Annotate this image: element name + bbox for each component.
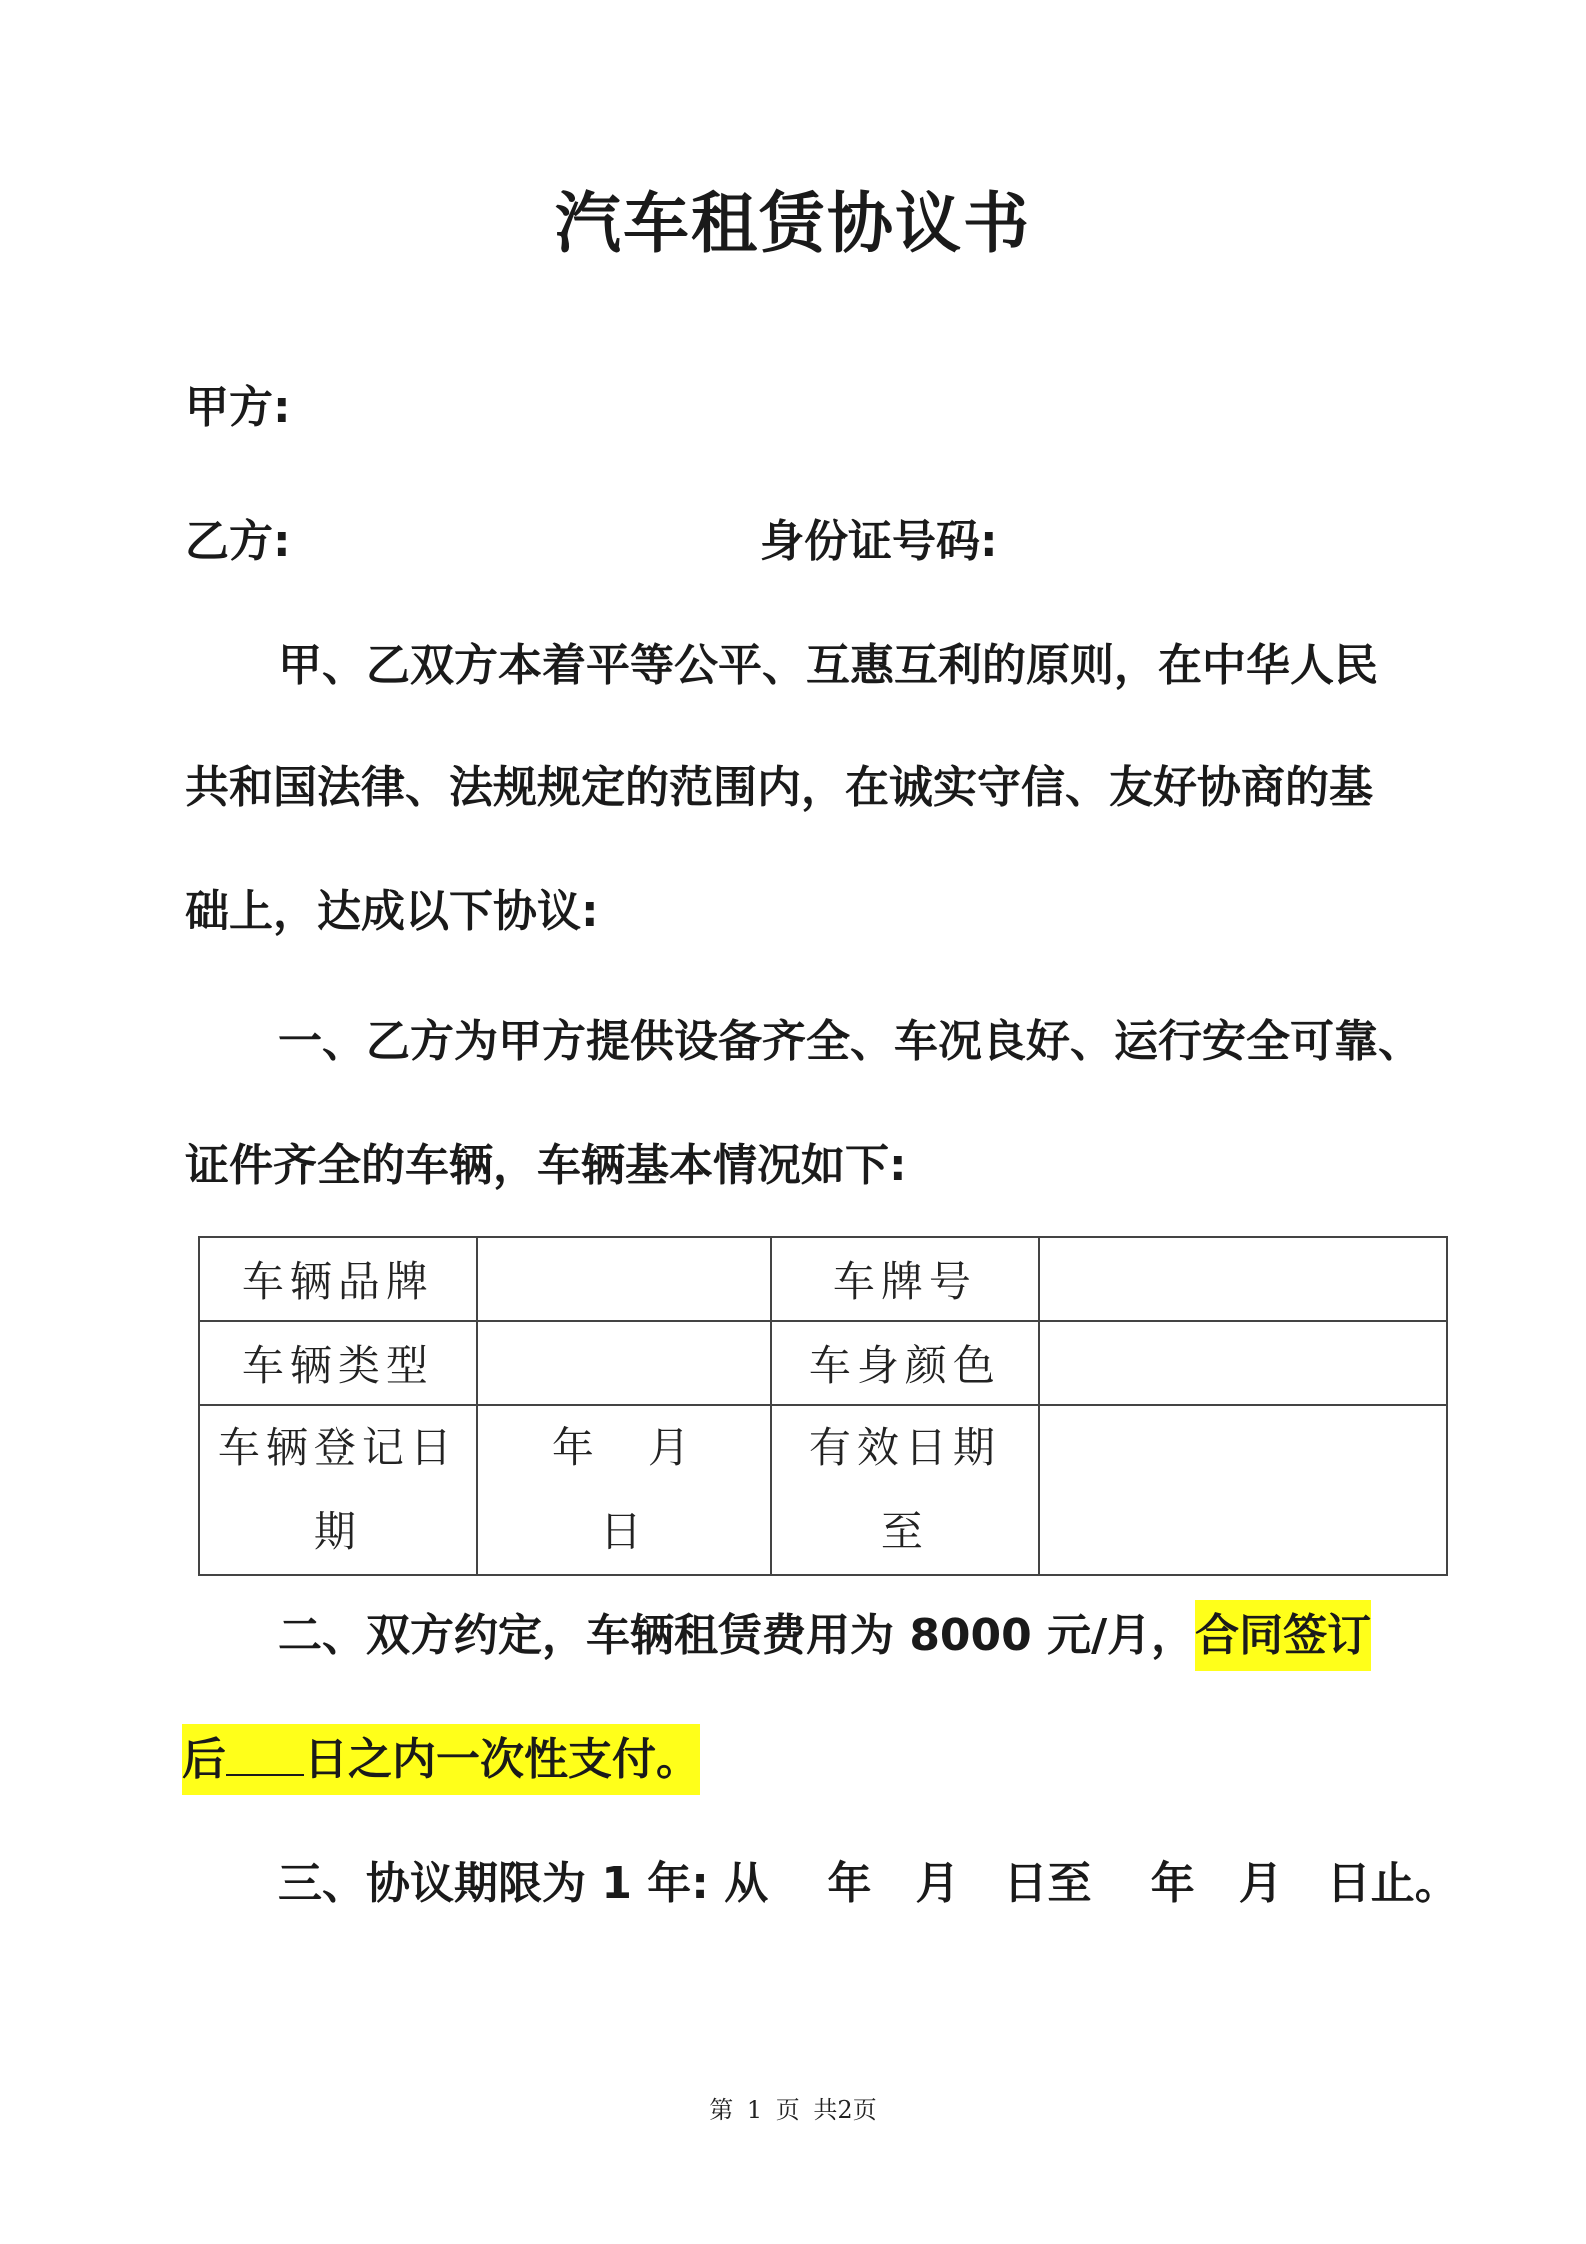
type-label: 车辆类型 [199, 1321, 477, 1405]
valid-until-value [1039, 1405, 1447, 1575]
clause-2-line-2-part-1: 后 [182, 1734, 226, 1785]
party-b-label: 乙方: [185, 516, 291, 567]
table-row [199, 1321, 1447, 1405]
valid-until-label-line-2: 至 [880, 1507, 929, 1556]
clause-2-line-2-highlight [182, 1724, 700, 1795]
clause-2-highlighted-text: 合同签订 [1195, 1600, 1371, 1671]
brand-label: 车辆品牌 [199, 1237, 477, 1321]
payment-days-blank [226, 1734, 304, 1776]
clause-1-line-2: 证件齐全的车辆，车辆基本情况如下: [185, 1140, 907, 1191]
clause-3: 三、协议期限为 1 年: 从 年 月 日至 年 月 日止。 [278, 1858, 1459, 1909]
document-title: 汽车租赁协议书 [555, 185, 1031, 262]
registration-date-value-line-2: 日 [599, 1507, 648, 1556]
intro-line-3: 础上，达成以下协议: [185, 886, 599, 937]
type-value [477, 1321, 771, 1405]
intro-line-2: 共和国法律、法规规定的范围内，在诚实守信、友好协商的基 [185, 762, 1373, 813]
intro-line-1: 甲、乙双方本着平等公平、互惠互利的原则，在中华人民 [278, 640, 1378, 691]
color-value [1039, 1321, 1447, 1405]
clause-2-line-1 [278, 1606, 1371, 1666]
registration-date-label-line-2: 期 [313, 1507, 362, 1556]
clause-1-line-1: 一、乙方为甲方提供设备齐全、车况良好、运行安全可靠、 [278, 1016, 1422, 1067]
clause-2-line-2-part-2: 日之内一次性支付。 [304, 1734, 700, 1785]
registration-date-value [477, 1405, 771, 1575]
valid-until-label [771, 1405, 1039, 1575]
page-number-footer: 第 1 页 共2页 [709, 2096, 877, 2124]
party-a-label: 甲方: [185, 382, 291, 433]
vehicle-info-table [198, 1236, 1448, 1576]
registration-date-label [199, 1405, 477, 1575]
plate-value [1039, 1237, 1447, 1321]
valid-until-label-line-1: 有效日期 [808, 1423, 1001, 1472]
brand-value [477, 1237, 771, 1321]
clause-2-line-2 [182, 1730, 700, 1790]
table-row [199, 1405, 1447, 1575]
plate-label: 车牌号 [771, 1237, 1039, 1321]
registration-date-label-line-1: 车辆登记日 [217, 1423, 458, 1472]
registration-date-value-line-1: 年 月 [551, 1423, 696, 1472]
table-row [199, 1237, 1447, 1321]
color-label: 车身颜色 [771, 1321, 1039, 1405]
id-number-label: 身份证号码: [760, 516, 998, 567]
clause-2-plain-text: 二、双方约定，车辆租赁费用为 8000 元/月， [278, 1610, 1196, 1661]
